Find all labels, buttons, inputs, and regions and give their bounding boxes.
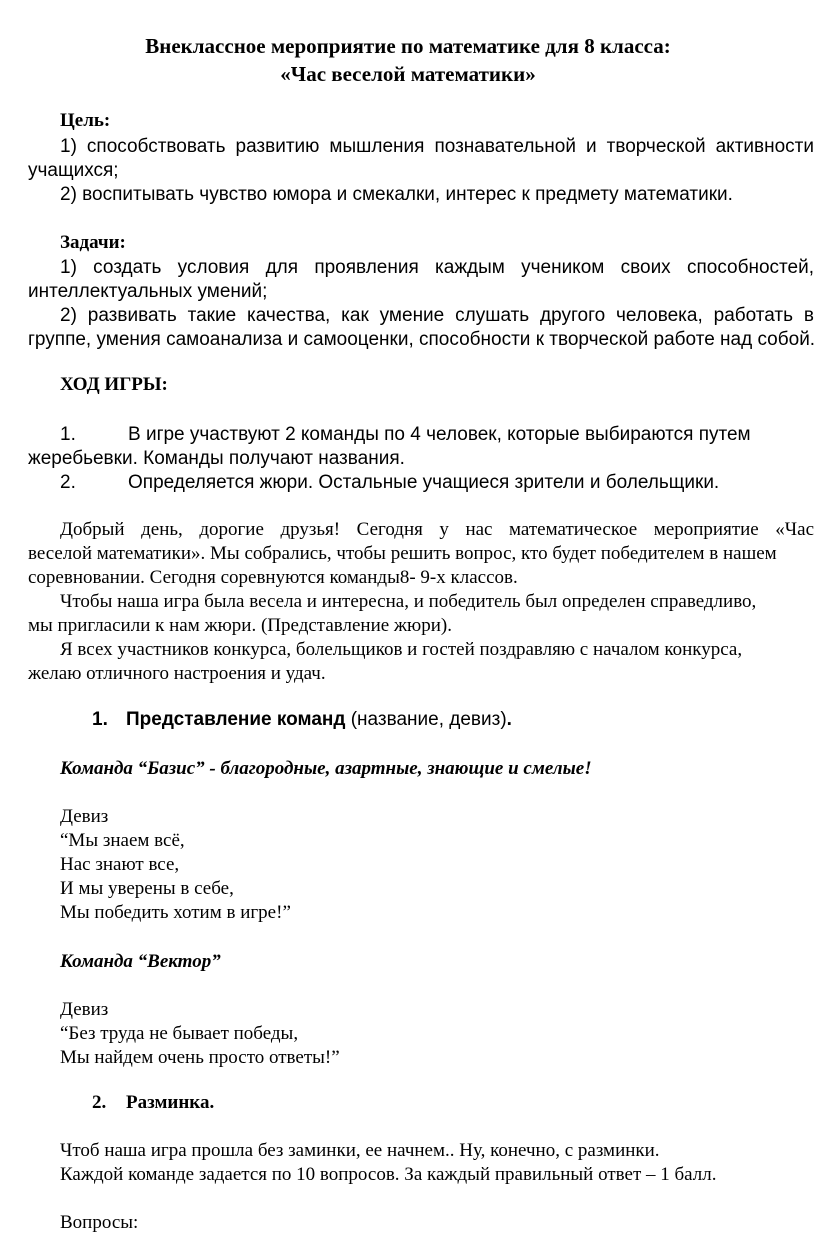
team-1-motto-line: “Мы знаем всё, bbox=[60, 830, 185, 851]
section-2-heading bbox=[92, 1091, 214, 1115]
team-2-motto-line: “Без труда не бывает победы, bbox=[60, 1023, 299, 1044]
intro-p2-line-2: мы пригласили к нам жюри. (Представление жюри). bbox=[28, 615, 452, 636]
questions-label: Вопросы: bbox=[60, 1212, 139, 1233]
goal-item-1-line-2: учащихся; bbox=[28, 160, 119, 181]
team-1-motto-label: Девиз bbox=[60, 806, 109, 827]
game-heading: ХОД ИГРЫ: bbox=[60, 374, 168, 395]
goal-heading: Цель: bbox=[60, 110, 111, 131]
section-1-dot: . bbox=[506, 709, 512, 730]
section-2-number: 2. bbox=[92, 1092, 107, 1113]
intro-p1-line-2: веселой математики». Мы собрались, чтобы решить вопрос, кто будет победителем в нашем bbox=[28, 543, 777, 564]
game-step-2-number: 2. bbox=[60, 472, 76, 493]
goal-item-2: 2) воспитывать чувство юмора и смекалки, интерес к предмету математики. bbox=[60, 184, 733, 205]
section-1-heading bbox=[92, 708, 512, 732]
game-step-1-line-1 bbox=[60, 423, 751, 447]
doc-title-line-2: «Час веселой математики» bbox=[280, 62, 536, 86]
tasks-item-2-line-2: группе, умения самоанализа и самооценки, способности к творческой работе над собой. bbox=[28, 329, 816, 350]
section-1-suffix: (название, девиз) bbox=[345, 709, 507, 730]
team-1-motto-line: Мы победить хотим в игре!” bbox=[60, 902, 291, 923]
intro-p3-line-1: Я всех участников конкурса, болельщиков и гостей поздравляю с началом конкурса, bbox=[60, 639, 743, 660]
intro-p1-line-3: соревновании. Сегодня соревнуются команды8- 9-х классов. bbox=[28, 567, 518, 588]
doc-title-line-1: Внеклассное мероприятие по математике для 8 класса: bbox=[145, 34, 671, 58]
tasks-heading: Задачи: bbox=[60, 232, 126, 253]
warmup-line-1: Чтоб наша игра прошла без заминки, ее начнем.. Ну, конечно, с разминки. bbox=[60, 1140, 660, 1161]
team-2-motto-label: Девиз bbox=[60, 999, 109, 1020]
team-1-motto-line: И мы уверены в себе, bbox=[60, 878, 234, 899]
team-2-motto-line: Мы найдем очень просто ответы!” bbox=[60, 1047, 340, 1068]
goal-item-1-line-1: 1) способствовать развитию мышления познавательной и творческой активности bbox=[60, 136, 814, 157]
section-1-number: 1. bbox=[92, 709, 108, 730]
team-2-name: Команда “Вектор” bbox=[60, 951, 221, 972]
section-2-title: Разминка. bbox=[126, 1092, 215, 1113]
tasks-item-1-line-1: 1) создать условия для проявления каждым учеником своих способностей, bbox=[60, 257, 814, 278]
warmup-line-2: Каждой команде задается по 10 вопросов. За каждый правильный ответ – 1 балл. bbox=[60, 1164, 717, 1185]
intro-p3-line-2: желаю отличного настроения и удач. bbox=[28, 663, 326, 684]
intro-p1-line-1: Добрый день, дорогие друзья! Сегодня у нас математическое мероприятие «Час bbox=[60, 519, 814, 540]
tasks-item-2-line-1: 2) развивать такие качества, как умение слушать другого человека, работать в bbox=[60, 305, 814, 326]
game-step-2 bbox=[60, 471, 719, 495]
intro-p2-line-1: Чтобы наша игра была весела и интересна, и победитель был определен справедливо, bbox=[60, 591, 757, 612]
section-1-title: Представление команд bbox=[126, 709, 346, 730]
game-step-1-line-2: жеребьевки. Команды получают названия. bbox=[28, 448, 405, 469]
team-1-motto-line: Нас знают все, bbox=[60, 854, 180, 875]
game-step-2-text: Определяется жюри. Остальные учащиеся зрители и болельщики. bbox=[128, 472, 720, 493]
team-1-name: Команда “Базис” - благородные, азартные, знающие и смелые! bbox=[60, 758, 592, 779]
game-step-1-text: В игре участвуют 2 команды по 4 человек, которые выбираются путем bbox=[128, 424, 751, 445]
game-step-1-number: 1. bbox=[60, 424, 76, 445]
tasks-item-1-line-2: интеллектуальных умений; bbox=[28, 281, 268, 302]
